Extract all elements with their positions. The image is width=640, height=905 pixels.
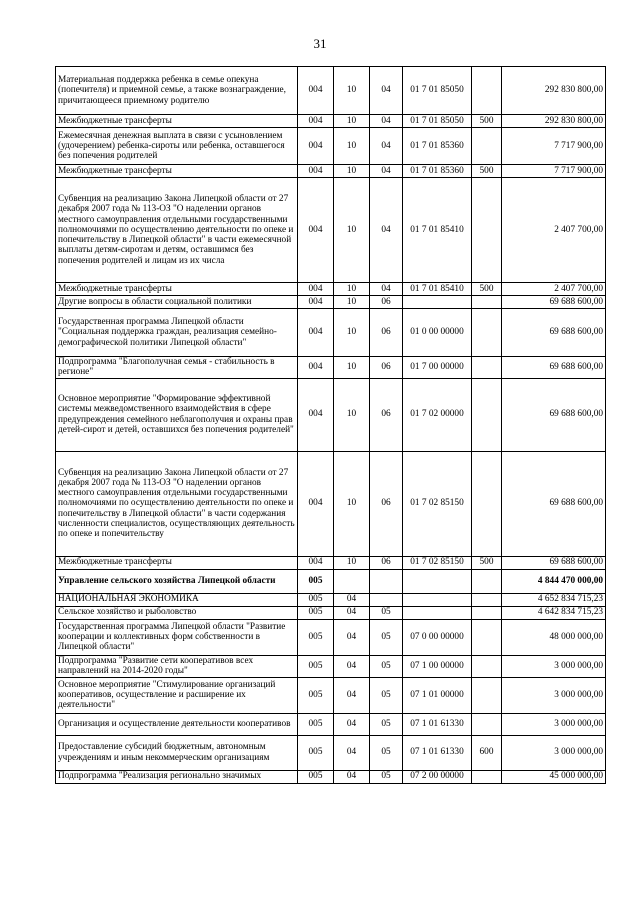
expense-type-code-cell <box>472 606 502 619</box>
target-article-code-cell: 01 7 02 85150 <box>403 451 472 556</box>
amount-cell: 2 407 700,00 <box>502 178 606 283</box>
section-code-cell: 10 <box>334 556 370 569</box>
amount-cell: 292 830 800,00 <box>502 115 606 128</box>
table-row <box>56 128 606 165</box>
ministry-code-cell: 004 <box>298 115 334 128</box>
table-row <box>56 115 606 128</box>
expense-name-cell: Управление сельского хозяйства Липецкой области <box>56 569 298 593</box>
section-code-cell: 10 <box>334 296 370 309</box>
subsection-code-cell: 06 <box>370 296 403 309</box>
table-row <box>56 283 606 296</box>
target-article-code-cell: 01 7 01 85360 <box>403 165 472 178</box>
subsection-code-cell: 06 <box>370 556 403 569</box>
subsection-code-cell: 05 <box>370 619 403 655</box>
budget-table <box>55 66 606 784</box>
expense-type-code-cell <box>472 309 502 357</box>
subsection-code-cell: 05 <box>370 713 403 735</box>
section-code-cell: 10 <box>334 283 370 296</box>
target-article-code-cell: 07 1 01 00000 <box>403 677 472 713</box>
target-article-code-cell: 07 0 00 00000 <box>403 619 472 655</box>
expense-name-cell: Субвенция на реализацию Закона Липецкой области от 27 декабря 2007 года № 113-ОЗ "О наделении органов местного самоуправления отдельными государственными полномочиями по осуществлению деятельности по опеке и попечительству в Липецкой области" в части ежемесячной выплаты детям-сиротам и детям, оставшимся без попечения родителей и лицам из их числа <box>56 178 298 283</box>
expense-name-cell: Материальная поддержка ребенка в семье опекуна (попечителя) и приемной семье, а также вознаграждение, причитающееся приемному родителю <box>56 67 298 115</box>
table-row <box>56 67 606 115</box>
target-article-code-cell: 07 1 01 61330 <box>403 713 472 735</box>
expense-name-cell: Подпрограмма "Развитие сети кооперативов всех направлений на 2014-2020 годы" <box>56 655 298 677</box>
table-row <box>56 770 606 783</box>
ministry-code-cell: 005 <box>298 770 334 783</box>
expense-name-cell: Подпрограмма "Реализация регионально значимых <box>56 770 298 783</box>
amount-cell: 69 688 600,00 <box>502 378 606 451</box>
expense-type-code-cell <box>472 593 502 606</box>
table-row <box>56 165 606 178</box>
expense-name-cell: Государственная программа Липецкой области "Развитие кооперации и коллективных форм собственности в Липецкой области" <box>56 619 298 655</box>
subsection-code-cell: 04 <box>370 283 403 296</box>
amount-cell: 69 688 600,00 <box>502 451 606 556</box>
section-code-cell: 04 <box>334 593 370 606</box>
page-number: 31 <box>313 36 327 51</box>
ministry-code-cell: 005 <box>298 593 334 606</box>
ministry-code-cell: 004 <box>298 178 334 283</box>
ministry-code-cell: 004 <box>298 309 334 357</box>
amount-cell: 4 844 470 000,00 <box>502 569 606 593</box>
amount-cell: 45 000 000,00 <box>502 770 606 783</box>
expense-type-code-cell <box>472 378 502 451</box>
expense-name-cell: Основное мероприятие "Стимулирование организаций кооперативов, осуществление и расширение их деятельности" <box>56 677 298 713</box>
ministry-code-cell: 004 <box>298 165 334 178</box>
table-row <box>56 735 606 770</box>
target-article-code-cell: 07 1 01 61330 <box>403 735 472 770</box>
target-article-code-cell: 01 7 01 85050 <box>403 115 472 128</box>
table-row <box>56 556 606 569</box>
section-code-cell: 10 <box>334 357 370 379</box>
target-article-code-cell: 01 0 00 00000 <box>403 309 472 357</box>
subsection-code-cell: 04 <box>370 128 403 165</box>
target-article-code-cell: 01 7 01 85050 <box>403 67 472 115</box>
amount-cell: 4 652 834 715,23 <box>502 593 606 606</box>
subsection-code-cell: 06 <box>370 378 403 451</box>
ministry-code-cell: 005 <box>298 619 334 655</box>
expense-type-code-cell: 500 <box>472 165 502 178</box>
target-article-code-cell: 01 7 02 00000 <box>403 378 472 451</box>
expense-name-cell: Сельское хозяйство и рыболовство <box>56 606 298 619</box>
amount-cell: 3 000 000,00 <box>502 677 606 713</box>
subsection-code-cell: 06 <box>370 357 403 379</box>
amount-cell: 69 688 600,00 <box>502 296 606 309</box>
subsection-code-cell: 05 <box>370 655 403 677</box>
expense-type-code-cell <box>472 677 502 713</box>
target-article-code-cell: 07 1 00 00000 <box>403 655 472 677</box>
ministry-code-cell: 005 <box>298 677 334 713</box>
amount-cell: 48 000 000,00 <box>502 619 606 655</box>
subsection-code-cell: 06 <box>370 451 403 556</box>
table-row <box>56 451 606 556</box>
ministry-code-cell: 004 <box>298 451 334 556</box>
table-row <box>56 713 606 735</box>
expense-name-cell: Межбюджетные трансферты <box>56 556 298 569</box>
amount-cell: 69 688 600,00 <box>502 357 606 379</box>
expense-name-cell: Субвенция на реализацию Закона Липецкой области от 27 декабря 2007 года № 113-ОЗ "О наделении органов местного самоуправления отдельными государственными полномочиями по осуществлению деятельности по опеке и попечительству в Липецкой области" в части содержания численности специалистов, осуществляющих деятельность по опеке и попечительству <box>56 451 298 556</box>
expense-type-code-cell: 500 <box>472 115 502 128</box>
target-article-code-cell <box>403 606 472 619</box>
ministry-code-cell: 005 <box>298 713 334 735</box>
expense-name-cell: Предоставление субсидий бюджетным, автономным учреждениям и иным некоммерческим организациям <box>56 735 298 770</box>
ministry-code-cell: 005 <box>298 569 334 593</box>
subsection-code-cell: 04 <box>370 67 403 115</box>
expense-type-code-cell <box>472 655 502 677</box>
ministry-code-cell: 005 <box>298 606 334 619</box>
expense-name-cell: Основное мероприятие "Формирование эффективной системы межведомственного взаимодействия в сфере предупреждения семейного неблагополучия и охраны прав детей-сирот и детей, оставшихся без попечения родителей" <box>56 378 298 451</box>
subsection-code-cell: 04 <box>370 178 403 283</box>
expense-name-cell: НАЦИОНАЛЬНАЯ ЭКОНОМИКА <box>56 593 298 606</box>
ministry-code-cell: 004 <box>298 357 334 379</box>
subsection-code-cell <box>370 569 403 593</box>
amount-cell: 4 642 834 715,23 <box>502 606 606 619</box>
ministry-code-cell: 004 <box>298 67 334 115</box>
expense-type-code-cell: 500 <box>472 283 502 296</box>
section-code-cell: 10 <box>334 115 370 128</box>
section-code-cell: 04 <box>334 713 370 735</box>
expense-type-code-cell: 600 <box>472 735 502 770</box>
section-code-cell: 10 <box>334 128 370 165</box>
section-code-cell: 10 <box>334 67 370 115</box>
expense-name-cell: Межбюджетные трансферты <box>56 283 298 296</box>
subsection-code-cell: 05 <box>370 735 403 770</box>
ministry-code-cell: 005 <box>298 655 334 677</box>
amount-cell: 3 000 000,00 <box>502 655 606 677</box>
target-article-code-cell <box>403 569 472 593</box>
table-row <box>56 619 606 655</box>
expense-name-cell: Организация и осуществление деятельности кооперативов <box>56 713 298 735</box>
table-body <box>56 67 606 784</box>
section-code-cell: 04 <box>334 735 370 770</box>
expense-name-cell: Межбюджетные трансферты <box>56 115 298 128</box>
subsection-code-cell: 05 <box>370 677 403 713</box>
expense-name-cell: Другие вопросы в области социальной политики <box>56 296 298 309</box>
ministry-code-cell: 005 <box>298 735 334 770</box>
amount-cell: 3 000 000,00 <box>502 713 606 735</box>
amount-cell: 69 688 600,00 <box>502 556 606 569</box>
section-code-cell: 10 <box>334 309 370 357</box>
ministry-code-cell: 004 <box>298 296 334 309</box>
section-code-cell: 10 <box>334 451 370 556</box>
ministry-code-cell: 004 <box>298 378 334 451</box>
table-row <box>56 309 606 357</box>
expense-name-cell: Государственная программа Липецкой области "Социальная поддержка граждан, реализация семейно-демографической политики Липецкой области" <box>56 309 298 357</box>
amount-cell: 69 688 600,00 <box>502 309 606 357</box>
expense-type-code-cell <box>472 296 502 309</box>
expense-type-code-cell <box>472 451 502 556</box>
section-code-cell: 04 <box>334 677 370 713</box>
ministry-code-cell: 004 <box>298 556 334 569</box>
ministry-code-cell: 004 <box>298 128 334 165</box>
ministry-code-cell: 004 <box>298 283 334 296</box>
target-article-code-cell: 07 2 00 00000 <box>403 770 472 783</box>
subsection-code-cell: 05 <box>370 770 403 783</box>
table-row <box>56 677 606 713</box>
amount-cell: 2 407 700,00 <box>502 283 606 296</box>
amount-cell: 292 830 800,00 <box>502 67 606 115</box>
expense-type-code-cell: 500 <box>472 556 502 569</box>
table-row <box>56 606 606 619</box>
expense-type-code-cell <box>472 569 502 593</box>
section-code-cell: 04 <box>334 770 370 783</box>
target-article-code-cell: 01 7 02 85150 <box>403 556 472 569</box>
table-row <box>56 569 606 593</box>
table-row <box>56 178 606 283</box>
table-row <box>56 593 606 606</box>
table-row <box>56 296 606 309</box>
expense-type-code-cell <box>472 770 502 783</box>
subsection-code-cell: 04 <box>370 165 403 178</box>
table-row <box>56 655 606 677</box>
target-article-code-cell <box>403 593 472 606</box>
expense-type-code-cell <box>472 713 502 735</box>
expense-name-cell: Межбюджетные трансферты <box>56 165 298 178</box>
target-article-code-cell: 01 7 01 85410 <box>403 283 472 296</box>
target-article-code-cell <box>403 296 472 309</box>
section-code-cell: 04 <box>334 655 370 677</box>
expense-type-code-cell <box>472 178 502 283</box>
subsection-code-cell: 06 <box>370 309 403 357</box>
expense-type-code-cell <box>472 67 502 115</box>
expense-type-code-cell <box>472 128 502 165</box>
section-code-cell: 04 <box>334 606 370 619</box>
section-code-cell: 10 <box>334 165 370 178</box>
expense-type-code-cell <box>472 357 502 379</box>
amount-cell: 3 000 000,00 <box>502 735 606 770</box>
section-code-cell <box>334 569 370 593</box>
section-code-cell: 10 <box>334 178 370 283</box>
section-code-cell: 10 <box>334 378 370 451</box>
target-article-code-cell: 01 7 01 85410 <box>403 178 472 283</box>
table-row <box>56 378 606 451</box>
subsection-code-cell: 04 <box>370 115 403 128</box>
subsection-code-cell: 05 <box>370 606 403 619</box>
expense-type-code-cell <box>472 619 502 655</box>
table-row <box>56 357 606 379</box>
subsection-code-cell <box>370 593 403 606</box>
target-article-code-cell: 01 7 01 85360 <box>403 128 472 165</box>
expense-name-cell: Подпрограмма "Благополучная семья - стабильность в регионе" <box>56 357 298 379</box>
amount-cell: 7 717 900,00 <box>502 165 606 178</box>
amount-cell: 7 717 900,00 <box>502 128 606 165</box>
expense-name-cell: Ежемесячная денежная выплата в связи с усыновлением (удочерением) ребенка-сироты или ребенка, оставшегося без попечения родителей <box>56 128 298 165</box>
target-article-code-cell: 01 7 00 00000 <box>403 357 472 379</box>
section-code-cell: 04 <box>334 619 370 655</box>
